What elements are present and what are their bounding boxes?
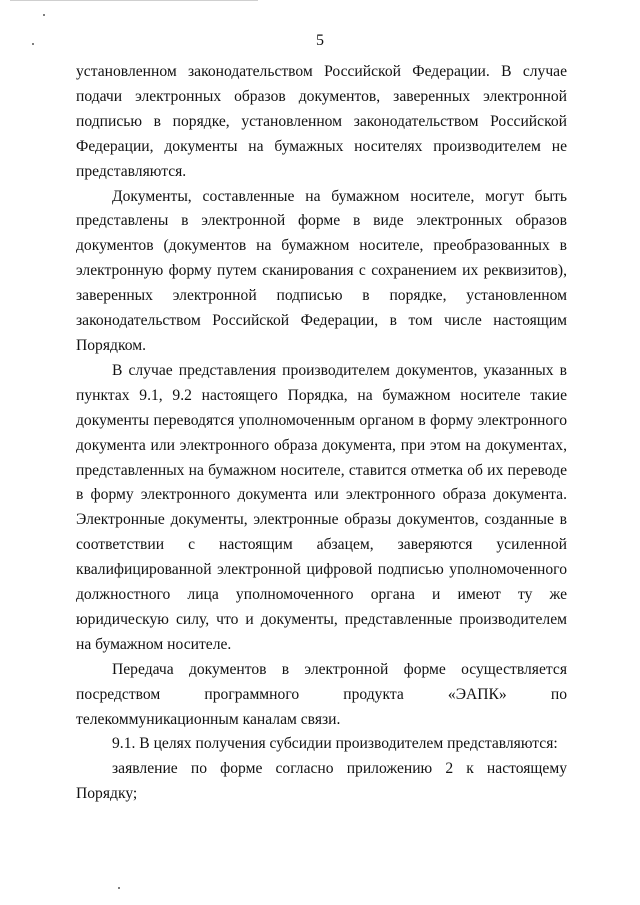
page-number: 5	[316, 32, 324, 49]
paragraph-electronic-images: Документы, составленные на бумажном носителе, могут быть представлены в электронной форме в виде электронных образов документов (документов на бумажном носителе, преобразованных в электронную форму путем сканирования с сохранением их реквизитов), заверенных электронной подписью в порядке, установленном законодательством Российской Федерации, в том числе настоящим Порядком.	[76, 187, 567, 354]
paragraph-transmission: Передача документов в электронной форме осуществляется посредством программного продукта «ЭАПК» по телекоммуникационным каналам связи.	[76, 660, 567, 728]
scan-edge-line	[10, 0, 258, 1]
paragraph-continuation: установленном законодательством Российской Федерации. В случае подачи электронных образов документов, заверенных электронной подписью в порядке, установленном законодательством Российской Федерации, документы на бумажных носителях производителем не представляются.	[76, 63, 567, 180]
paragraph-paper-documents: В случае представления производителем документов, указанных в пунктах 9.1, 9.2 настоящего Порядка, на бумажном носителе такие документы переводятся уполномоченным органом в форму электронного документа или электронного образа документа, при этом на документах, представленных на бумажном носителе, ставится отметка об их переводе в форму электронного документа или электронного образа документа. Электронные документы, электронные образы документов, созданные в соответствии с настоящим абзацем, заверяются усиленной квалифицированной электронной цифровой подписью уполномоченного должностного лица уполномоченного органа и имеют ту же юридическую силу, что и документы, представленные производителем на бумажном носителе.	[76, 361, 567, 653]
document-body	[76, 60, 567, 807]
scan-speck	[118, 887, 120, 889]
scan-speck	[43, 14, 45, 16]
paragraph-clause-9-1: 9.1. В целях получения субсидии производителем представляются:	[112, 735, 558, 753]
paragraph-application: заявление по форме согласно приложению 2 к настоящему Порядку;	[76, 760, 567, 803]
